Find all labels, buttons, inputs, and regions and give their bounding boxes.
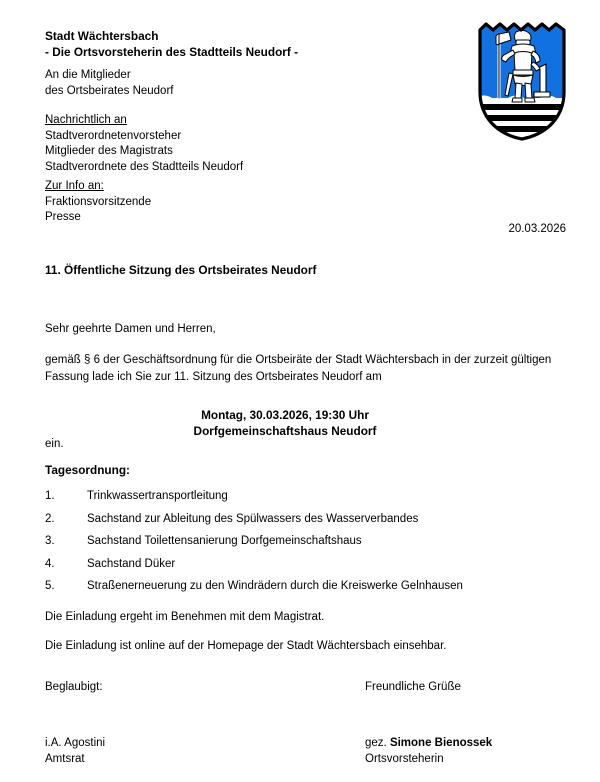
agenda-item-number: 1. [45, 490, 55, 502]
closing-paragraph-1: Die Einladung ergeht im Benehmen mit dem Magistrat. [45, 611, 325, 623]
cc-line-3: Stadtverordnete des Stadtteils Neudorf [45, 160, 244, 173]
agenda-item [45, 557, 565, 580]
cc-block [45, 113, 465, 175]
signer-left-name: i.A. Agostini [45, 737, 106, 749]
meeting-datetime: Montag, 30.03.2026, 19:30 Uhr [201, 408, 369, 422]
agenda-item-number: 4. [45, 557, 55, 570]
agenda-heading: Tagesordnung: [45, 463, 130, 477]
signer-right-name: Simone Bienossek [389, 737, 493, 749]
document-subject: 11. Öffentliche Sitzung des Ortsbeirates Neudorf [45, 263, 317, 277]
meeting-venue: Dorfgemeinschaftshaus Neudorf [193, 423, 377, 438]
cc-line-2: Mitglieder des Magistrats [45, 145, 173, 157]
agenda-item [45, 534, 565, 557]
agenda-item-text: Straßenerneuerung zu den Windrädern durch die Kreiswerke Gelnhausen [87, 580, 463, 592]
coat-of-arms-icon [476, 18, 572, 142]
agenda-item-number: 2. [45, 512, 55, 525]
info-heading: Zur Info an: [45, 180, 104, 192]
agenda-item [45, 512, 565, 535]
signer-right-name-row [365, 736, 492, 752]
letterhead-city: Stadt Wächtersbach [45, 29, 159, 43]
recipient-block [45, 68, 465, 99]
letterhead-role: - Die Ortsvorsteherin des Stadtteils Neudorf - [45, 45, 299, 59]
valediction: Freundliche Grüße [365, 681, 461, 693]
recipient-line-2: des Ortsbeirates Neudorf [45, 84, 174, 97]
closing-paragraph-2: Die Einladung ist online auf der Homepage der Stadt Wächtersbach einsehbar. [45, 640, 447, 652]
cc-line-1: Stadtverordnetenvorsteher [45, 129, 182, 142]
letterhead [45, 28, 455, 60]
agenda-item-text: Trinkwassertransportleitung [87, 490, 228, 502]
agenda-item-number: 5. [45, 580, 55, 592]
agenda-item [45, 579, 565, 602]
cc-heading: Nachrichtlich an [45, 114, 127, 126]
signature-left [45, 736, 105, 767]
signer-right-title: Ortsvorsteherin [365, 752, 444, 765]
agenda-item-number: 3. [45, 535, 55, 547]
signer-left-title: Amtsrat [45, 752, 85, 765]
agenda-item-text: Sachstand zur Ableitung des Spülwassers des Wasserverbandes [87, 512, 419, 525]
intro-continuation: ein. [45, 438, 64, 450]
recipient-line-1: An die Mitglieder [45, 69, 131, 81]
agenda-item [45, 489, 565, 512]
agenda-item-text: Sachstand Düker [87, 557, 176, 570]
info-line-1: Fraktionsvorsitzende [45, 195, 152, 208]
signature-right [365, 736, 492, 767]
document-date: 20.03.2026 [508, 223, 566, 235]
intro-paragraph: gemäß § 6 der Geschäftsordnung für die Ortsbeiräte der Stadt Wächtersbach in der zurzeit gültigen Fassung lade ich Sie zur 11. Sitzung des Ortsbeirates Neudorf am [45, 354, 552, 383]
agenda-item-text: Sachstand Toilettensanierung Dorfgemeinschaftshaus [87, 535, 362, 547]
signer-right-prefix: gez. [365, 737, 390, 749]
info-block [45, 179, 465, 226]
agenda-list [45, 489, 565, 602]
info-line-2: Presse [45, 211, 81, 223]
meeting-details [45, 408, 525, 439]
certification-heading: Beglaubigt: [45, 681, 103, 693]
salutation: Sehr geehrte Damen und Herren, [45, 323, 216, 335]
